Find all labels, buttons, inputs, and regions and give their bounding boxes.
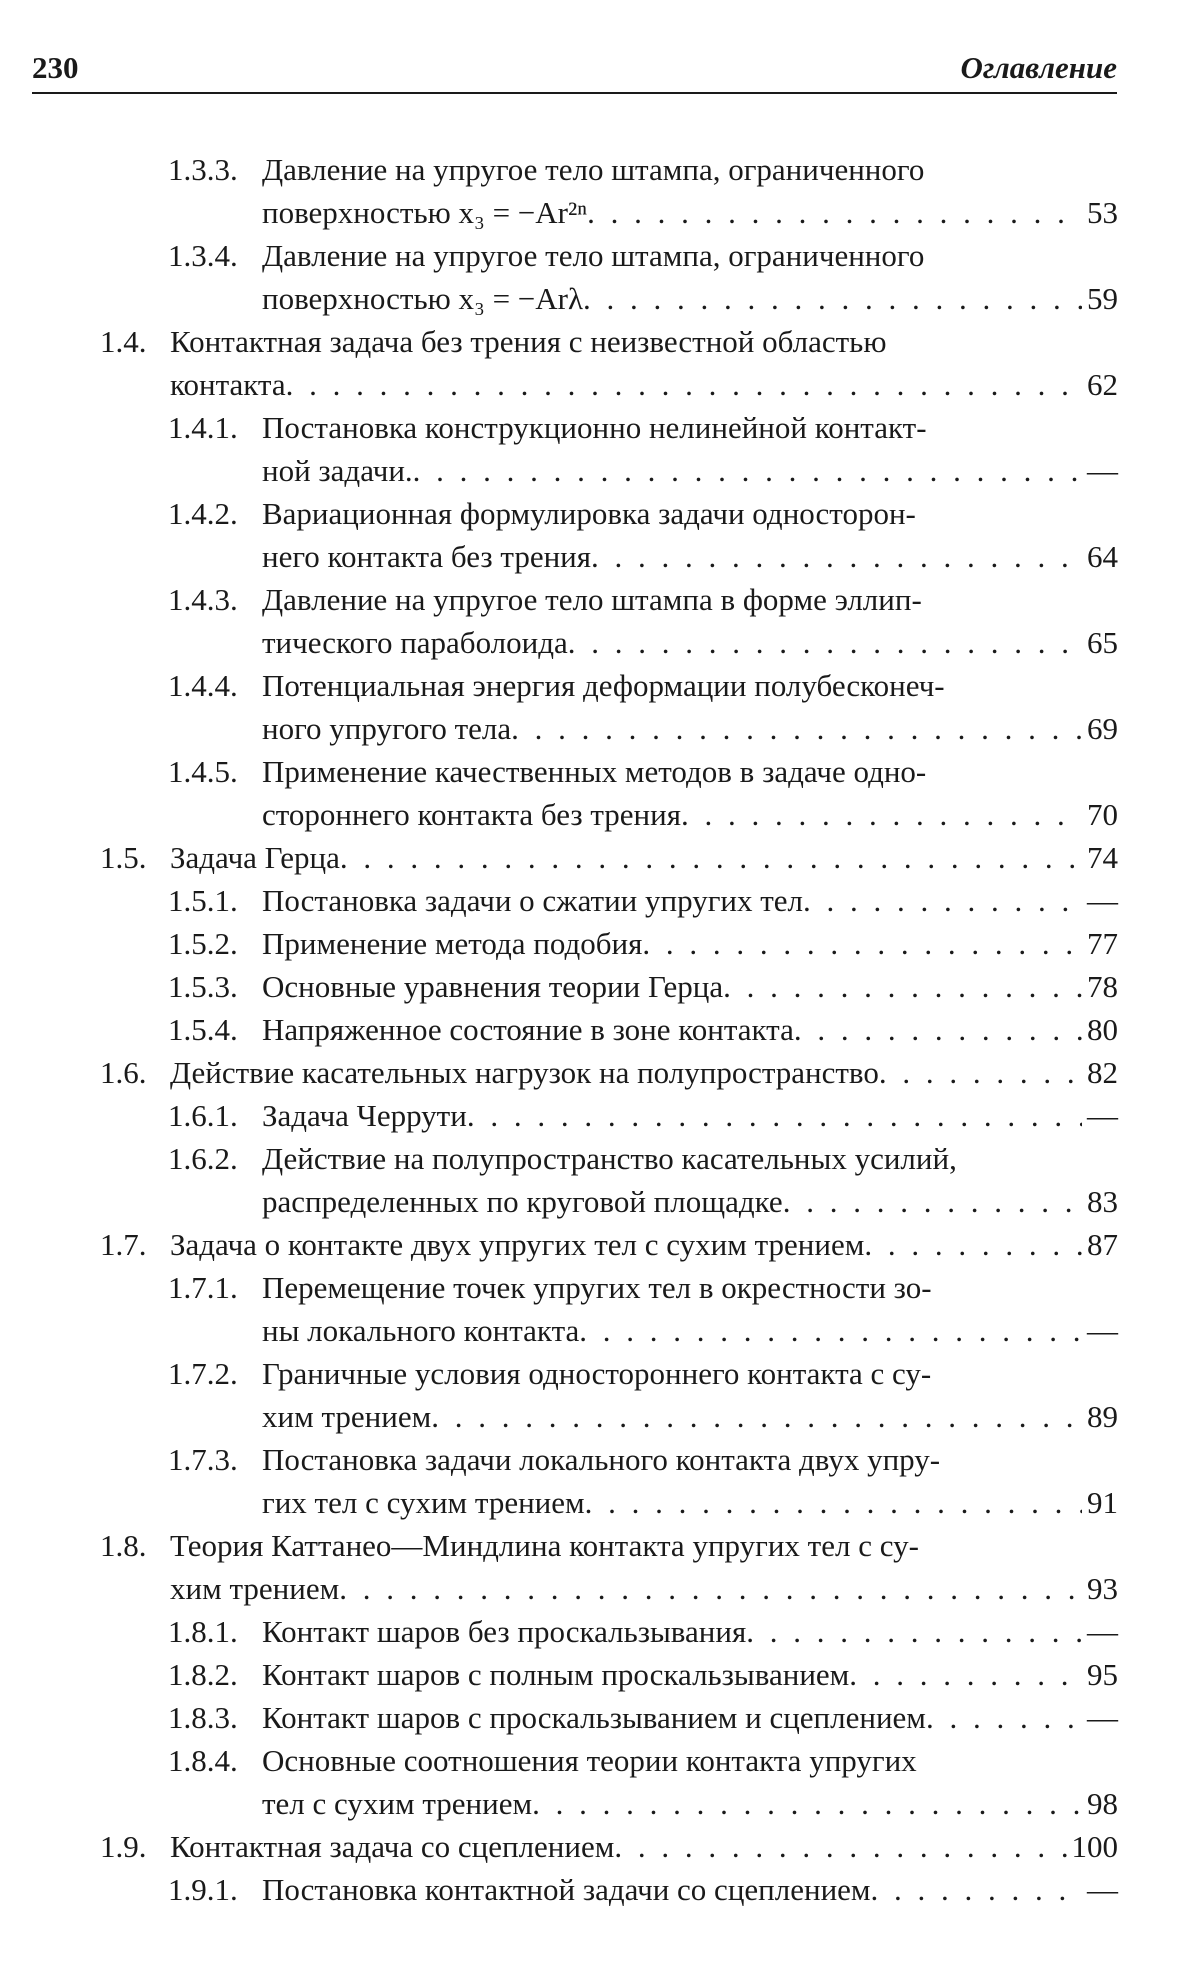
toc-entry-number: 1.6.1. [168,1098,238,1133]
toc-entry-number: 1.4.4. [168,668,238,703]
toc-entry-title: Контактная задача со сцеплением [170,1829,615,1864]
dot-leader [879,1051,1082,1094]
dot-leader [579,1309,1082,1352]
toc-entry-title: Основные уравнения теории Герца [262,969,724,1004]
toc-entry[interactable] [0,148,1200,234]
toc-entry-page: — [1087,1098,1118,1133]
toc-entry[interactable] [0,1825,1200,1868]
toc-entry-title: хим трением [170,1571,340,1606]
toc-entry-title: Постановка контактной задачи со сцеплением [262,1872,871,1907]
toc-entry-page: 83 [1087,1184,1118,1219]
toc-entry[interactable] [0,1137,1200,1223]
toc-entry-number: 1.3.3. [168,152,238,187]
dot-leader [568,621,1082,664]
toc-entry-title: Применение метода подобия [262,926,643,961]
toc-entry[interactable] [0,1739,1200,1825]
toc-entry-page: 91 [1087,1485,1118,1520]
toc-entry[interactable] [0,1653,1200,1696]
toc-entry-title: Контакт шаров с полным проскальзыванием [262,1657,850,1692]
toc-entry-number: 1.4.2. [168,496,238,531]
toc-entry[interactable] [0,234,1200,320]
toc-entry[interactable] [0,1008,1200,1051]
toc-entry[interactable] [0,578,1200,664]
toc-entry[interactable] [0,965,1200,1008]
toc-entry-page: 70 [1087,797,1118,832]
toc-entry[interactable] [0,320,1200,406]
toc-entry-title: Напряженное состояние в зоне контакта [262,1012,794,1047]
toc-entry[interactable] [0,1868,1200,1911]
toc-entry-title: стороннего контакта без трения [262,797,681,832]
toc-entry-page: — [1087,1614,1118,1649]
toc-entry-title: хим трением [262,1399,432,1434]
toc-entry-title: Перемещение точек упругих тел в окрестности зо- [262,1270,932,1305]
toc-entry-title: Задача о контакте двух упругих тел с сухим трением [170,1227,865,1262]
toc-entry-title: распределенных по круговой площадке [262,1184,783,1219]
dot-leader [783,1180,1082,1223]
toc-entry-title: ны локального контакта [262,1313,580,1348]
toc-entry-title: Давление на упругое тело штампа, ограниченного [262,238,925,273]
dot-leader [803,879,1082,922]
toc-entry-page: 59 [1087,281,1118,316]
toc-entry-number: 1.4.3. [168,582,238,617]
toc-entry-title: Действие касательных нагрузок на полупространство [170,1055,879,1090]
toc-entry-page: 82 [1087,1055,1118,1090]
toc-entry-page: 62 [1087,367,1118,402]
toc-entry-number: 1.7.3. [168,1442,238,1477]
toc-entry-number: 1.8. [100,1528,147,1563]
dot-leader [591,535,1082,578]
toc-entry-number: 1.4. [100,324,147,359]
toc-entry[interactable] [0,406,1200,492]
toc-entry-title: Теория Каттанео—Миндлина контакта упругих тел с су- [170,1528,919,1563]
dot-leader [614,1825,1082,1868]
toc-entry-number: 1.5. [100,840,147,875]
dot-leader [583,277,1082,320]
dot-leader [864,1223,1082,1266]
dot-leader [681,793,1082,836]
toc-entry-title: Постановка задачи локального контакта двух упру- [262,1442,941,1477]
toc-entry-number: 1.6.2. [168,1141,238,1176]
toc-entry-page: 74 [1087,840,1118,875]
toc-entry-page: 100 [1071,1829,1118,1864]
toc-entry-number: 1.7. [100,1227,147,1262]
toc-entry-title: поверхностью x₃ = −Arλ [262,281,584,316]
toc-entry-title: тического параболоида [262,625,568,660]
dot-leader [794,1008,1082,1051]
toc-entry-page: 64 [1087,539,1118,574]
toc-entry-title: поверхностью x₃ = −Ar²ⁿ [262,195,588,230]
dot-leader [871,1868,1082,1911]
toc-entry[interactable] [0,1524,1200,1610]
toc-entry-page: — [1087,1700,1118,1735]
toc-entry-number: 1.8.1. [168,1614,238,1649]
toc-entry-number: 1.6. [100,1055,147,1090]
toc-entry-page: 69 [1087,711,1118,746]
toc-entry-title: Основные соотношения теории контакта упругих [262,1743,917,1778]
toc-entry-number: 1.8.2. [168,1657,238,1692]
toc-entry-page: — [1087,453,1118,488]
toc-entry-title: Постановка конструкционно нелинейной контакт- [262,410,927,445]
dot-leader [431,1395,1082,1438]
toc-entry-page: — [1087,883,1118,918]
running-title: Оглавление [960,50,1117,85]
toc-entry[interactable] [0,922,1200,965]
toc-entry[interactable] [0,1610,1200,1653]
toc-entry-number: 1.5.3. [168,969,238,1004]
toc-entry[interactable] [0,664,1200,750]
toc-entry-page: 87 [1087,1227,1118,1262]
toc-entry[interactable] [0,1696,1200,1739]
dot-leader [286,363,1082,406]
toc-entry-page: 80 [1087,1012,1118,1047]
dot-leader [339,1567,1082,1610]
toc-entry-number: 1.7.2. [168,1356,238,1391]
toc-entry-title: Давление на упругое тело штампа, ограниченного [262,152,925,187]
toc-entry-number: 1.5.4. [168,1012,238,1047]
toc-entry[interactable] [0,1352,1200,1438]
toc-entry-number: 1.8.4. [168,1743,238,1778]
toc-entry[interactable] [0,1051,1200,1094]
toc-entry-page: 53 [1087,195,1118,230]
dot-leader [467,1094,1082,1137]
toc-entry[interactable] [0,1438,1200,1524]
toc-entry-title: Потенциальная энергия деформации полубесконеч- [262,668,945,703]
toc-entry-title: Действие на полупространство касательных усилий, [262,1141,957,1176]
toc-entry[interactable] [0,836,1200,879]
dot-leader [413,449,1082,492]
toc-entry[interactable] [0,1223,1200,1266]
toc-entry-title: Задача Черрути [262,1098,467,1133]
toc-entry-title: Применение качественных методов в задаче одно- [262,754,927,789]
page-header [32,40,1117,94]
toc-entry-page: 77 [1087,926,1118,961]
toc-entry-title: Контакт шаров без проскальзывания [262,1614,747,1649]
dot-leader [746,1610,1082,1653]
toc-entry-title: Контактная задача без трения с неизвестной областью [170,324,887,359]
toc-entry-title: Задача Герца [170,840,340,875]
dot-leader [511,707,1082,750]
table-of-contents [0,148,1200,1911]
dot-leader [340,836,1082,879]
dot-leader [587,191,1082,234]
toc-entry-number: 1.7.1. [168,1270,238,1305]
toc-entry-page: — [1087,1872,1118,1907]
toc-entry-title: Постановка задачи о сжатии упругих тел [262,883,804,918]
toc-entry-title: Граничные условия одностороннего контакта с су- [262,1356,932,1391]
toc-entry-page: 89 [1087,1399,1118,1434]
toc-entry-title: контакта [170,367,286,402]
toc-entry-title: тел с сухим трением [262,1786,533,1821]
dot-leader [642,922,1082,965]
toc-entry-page: 93 [1087,1571,1118,1606]
toc-entry-number: 1.5.2. [168,926,238,961]
toc-entry[interactable] [0,750,1200,836]
toc-entry-page: 65 [1087,625,1118,660]
toc-entry-number: 1.4.1. [168,410,238,445]
dot-leader [585,1481,1082,1524]
toc-entry-page: 78 [1087,969,1118,1004]
dot-leader [723,965,1082,1008]
toc-entry-page: 95 [1087,1657,1118,1692]
toc-entry[interactable] [0,492,1200,578]
toc-entry[interactable] [0,879,1200,922]
toc-entry-title: Вариационная формулировка задачи односторон- [262,496,916,531]
page-number: 230 [32,50,79,85]
toc-entry-number: 1.9.1. [168,1872,238,1907]
toc-entry-title: гих тел с сухим трением [262,1485,585,1520]
toc-entry-number: 1.4.5. [168,754,238,789]
dot-leader [532,1782,1082,1825]
toc-entry-number: 1.5.1. [168,883,238,918]
toc-entry-page: — [1087,1313,1118,1348]
toc-entry-number: 1.3.4. [168,238,238,273]
toc-entry-title: него контакта без трения [262,539,592,574]
toc-entry-number: 1.9. [100,1829,147,1864]
toc-entry-number: 1.8.3. [168,1700,238,1735]
dot-leader [849,1653,1082,1696]
toc-entry[interactable] [0,1094,1200,1137]
toc-entry-title: Контакт шаров с проскальзыванием и сцеплением [262,1700,926,1735]
toc-entry-title: ной задачи. [262,453,413,488]
toc-entry-title: ного упругого тела [262,711,512,746]
toc-entry-page: 98 [1087,1786,1118,1821]
toc-entry-title: Давление на упругое тело штампа в форме эллип- [262,582,922,617]
toc-entry[interactable] [0,1266,1200,1352]
